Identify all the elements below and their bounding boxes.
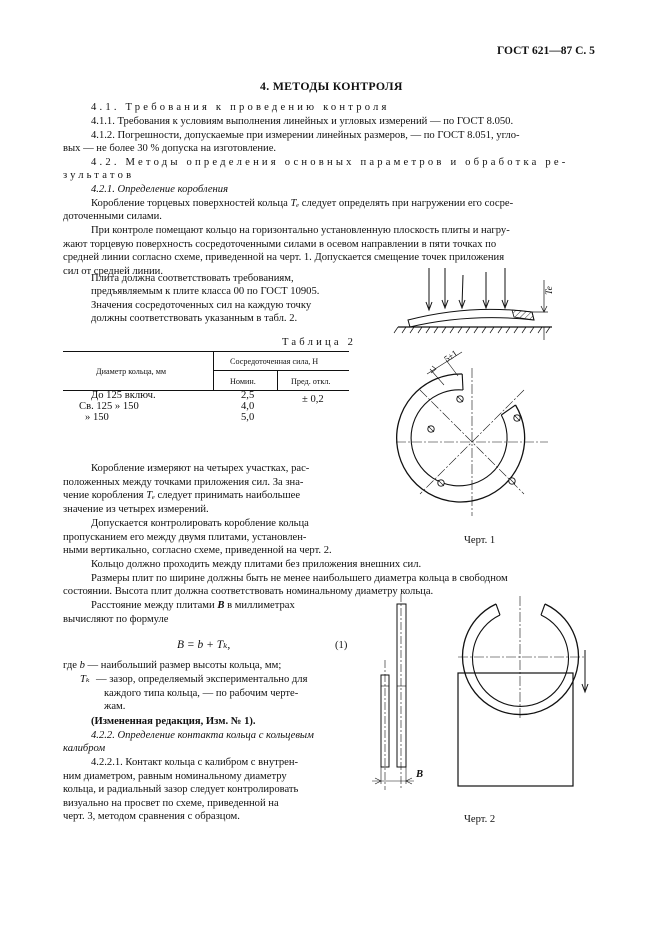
allow-line-2: пропусканием его между двумя плитами, установлен- (63, 532, 307, 543)
figure-1-caption: Черт. 1 (464, 535, 496, 546)
control-line-1: При контроле помещают кольцо на горизонтально установленную плоскость плиты и нагру- (91, 225, 510, 236)
formula: B = b + Tₖ, (177, 639, 231, 651)
table-row-3-diameter: » 150 (85, 412, 109, 423)
measure-line-2: положенных между точками приложения сил. За зна- (63, 477, 304, 488)
clause-4-2a: 4.2. Методы определения основных параметров и обработка ре- (91, 157, 569, 168)
table-row-1-diameter: До 125 включ. (91, 390, 156, 401)
allow-line-3: ными вертикально, согласно схеме, приведенной на черт. 2. (63, 545, 332, 556)
where-t-line-1: — зазор, определяемый экспериментально для (96, 674, 308, 685)
table-row-3-nom: 5,0 (241, 412, 255, 423)
formula-number: (1) (335, 640, 348, 651)
measure-line-4: значение из четырех измерений. (63, 504, 209, 515)
figure-1-dim-label: 5±1 (442, 347, 460, 365)
where-b-symbol: b (79, 660, 85, 671)
table-col-diameter: Диаметр кольца, мм (96, 367, 167, 376)
size-line-2: состоянии. Высота плит должна соответствовать номинальному диаметру кольца. (63, 586, 434, 597)
page-header: ГОСТ 621—87 С. 5 (497, 45, 595, 57)
table-col-force: Сосредоточенная сила, Н (230, 357, 319, 366)
allow-line-1: Допускается контролировать коробление кольца (91, 518, 309, 529)
force-line-2: должны соответствовать указанным в табл. 2. (91, 313, 298, 324)
measure-line-1: Коробление измеряют на четырех участках, рас- (91, 463, 310, 474)
measure-symbol: Tₑ (146, 490, 155, 501)
table-dev-value: ± 0,2 (302, 394, 324, 405)
contact-line-4: визуально на просвет по схеме, приведенной на (63, 798, 279, 809)
section-title: 4. МЕТОДЫ КОНТРОЛЯ (260, 79, 403, 93)
warp-symbol: Tₑ (290, 198, 300, 209)
table-row-2-diameter: Св. 125 » 150 (79, 401, 139, 412)
warp-line-2: доточенными силами. (63, 211, 162, 222)
control-line-2: жают торцевую поверхность сосредоточенными силами в осевом направлении в пяти точках по (63, 239, 497, 250)
amendment-note: (Измененная редакция, Изм. № 1). (91, 716, 256, 727)
contact-line-2: ним диаметром, равным номинальному диаметру (63, 771, 287, 782)
table-col-dev: Пред. откл. (291, 377, 331, 386)
distance-text-a: Расстояние между плитами (91, 600, 215, 611)
where-word: где (63, 660, 77, 671)
size-line-1: Размеры плит по ширине должны быть не менее наибольшего диаметра кольца в свободном (91, 573, 508, 584)
distance-symbol: B (217, 600, 225, 611)
clause-4-1: 4.1. Требования к проведению контроля (91, 102, 390, 113)
figure-2-caption: Черт. 2 (464, 814, 496, 825)
warp-text-b: следует определять при нагружении его сосре- (301, 198, 514, 209)
control-line-4: сил от средней линии. (63, 266, 163, 277)
clause-4-2-1: 4.2.1. Определение коробления (91, 184, 229, 195)
table-row-1-nom: 2,5 (241, 390, 255, 401)
clause-4-1-2b: вых — не более 30 % допуска на изготовление. (63, 143, 277, 154)
contact-line-1: 4.2.2.1. Контакт кольца с калибром с внутрен- (91, 757, 299, 768)
force-line-1: Значения сосредоточенных сил на каждую точку (91, 300, 312, 311)
distance-text-a2: в миллиметрах (227, 600, 295, 611)
measure-text-c: чение коробления (63, 490, 144, 501)
clause-4-2-2b: калибром (63, 743, 106, 754)
warp-text-a: Коробление торцевых поверхностей кольца (91, 198, 288, 209)
table-row-2-nom: 4,0 (241, 401, 255, 412)
control-line-3: средней линии согласно схеме, приведенной на черт. 1. Допускается смещение точек приложения (63, 252, 505, 263)
measure-text-c2: следует принимать наибольшее (157, 490, 301, 501)
contact-line-3: кольца, и радиальный зазор следует контролировать (63, 784, 299, 795)
figure-1-te-label: Te (544, 286, 555, 295)
table-col-nom: Номин. (230, 377, 256, 386)
where-t-line-2: каждого типа кольца, — по рабочим черте- (104, 688, 299, 699)
distance-line-2: вычисляют по формуле (63, 614, 169, 625)
plate-line-2: предъявляемым к плите класса 00 по ГОСТ 10905. (91, 286, 320, 297)
plate-line-1: Плита должна соответствовать требованиям, (91, 273, 294, 284)
clause-4-2b: зультатов (63, 170, 135, 181)
clause-4-1-2a: 4.1.2. Погрешности, допускаемые при измерении линейных размеров, — по ГОСТ 8.051, угло- (91, 130, 520, 141)
figure-2-b-label: B (416, 769, 424, 780)
where-t-symbol: Tₖ (80, 674, 90, 685)
clause-4-1-1: 4.1.1. Требования к условиям выполнения линейных и угловых измерений — по ГОСТ 8.050. (91, 116, 514, 127)
clause-4-2-2a: 4.2.2. Определение контакта кольца с кольцевым (91, 730, 314, 741)
contact-line-5: черт. 3, методом сравнения с образцом. (63, 811, 240, 822)
where-b-text: — наибольший размер высоты кольца, мм; (87, 660, 282, 671)
table-caption: Таблица 2 (282, 337, 357, 348)
pass-line: Кольцо должно проходить между плитами без приложения внешних сил. (91, 559, 422, 570)
where-t-line-3: жам. (104, 701, 126, 712)
